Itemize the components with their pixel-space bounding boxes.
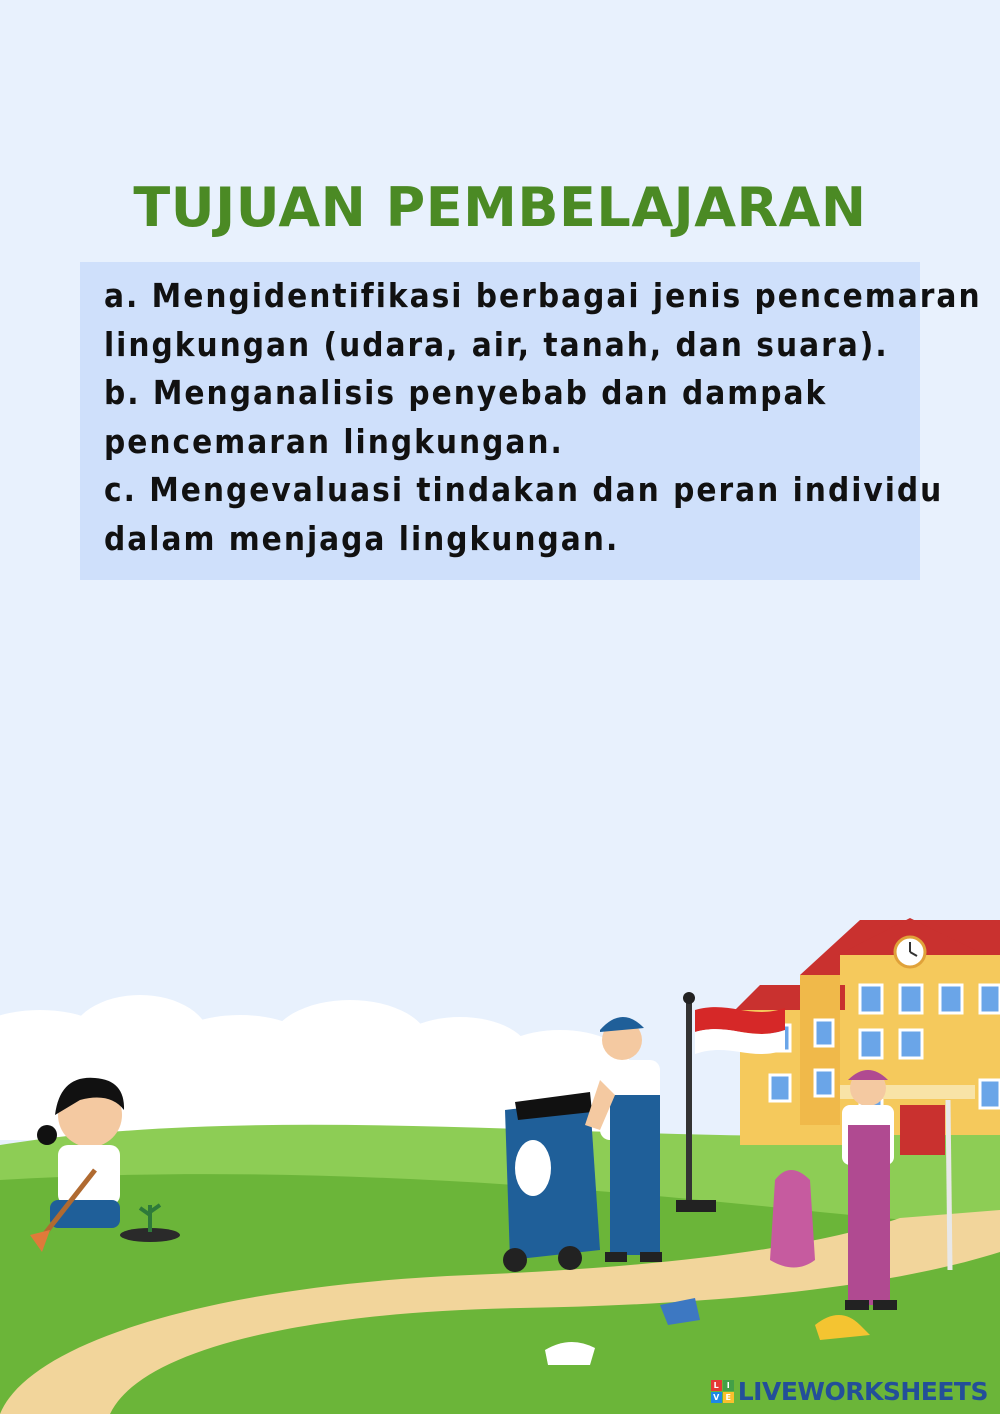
logo-letter: I (723, 1380, 734, 1391)
logo-letter: V (711, 1392, 722, 1403)
page-title: TUJUAN PEMBELAJARAN (133, 176, 867, 239)
watermark-text: LIVEWORKSHEETS (737, 1376, 988, 1406)
objective-line: a. Mengidentifikasi berbagai jenis pencemaran (104, 276, 982, 315)
objective-line: dalam menjaga lingkungan. (104, 518, 620, 558)
liveworksheets-watermark (711, 1376, 988, 1406)
logo-letter: L (711, 1380, 722, 1391)
objective-line: pencemaran lingkungan. (104, 421, 564, 461)
clock-icon (895, 937, 925, 967)
objective-line: c. Mengevaluasi tindakan dan peran individu (104, 470, 944, 509)
objectives-box (80, 262, 982, 580)
objective-line: lingkungan (udara, air, tanah, dan suara). (104, 324, 889, 364)
logo-letter: E (723, 1392, 734, 1403)
environment-illustration (0, 880, 1000, 1414)
liveworksheets-logo-icon (711, 1380, 734, 1403)
objective-line: b. Menganalisis penyebab dan dampak (104, 373, 828, 412)
